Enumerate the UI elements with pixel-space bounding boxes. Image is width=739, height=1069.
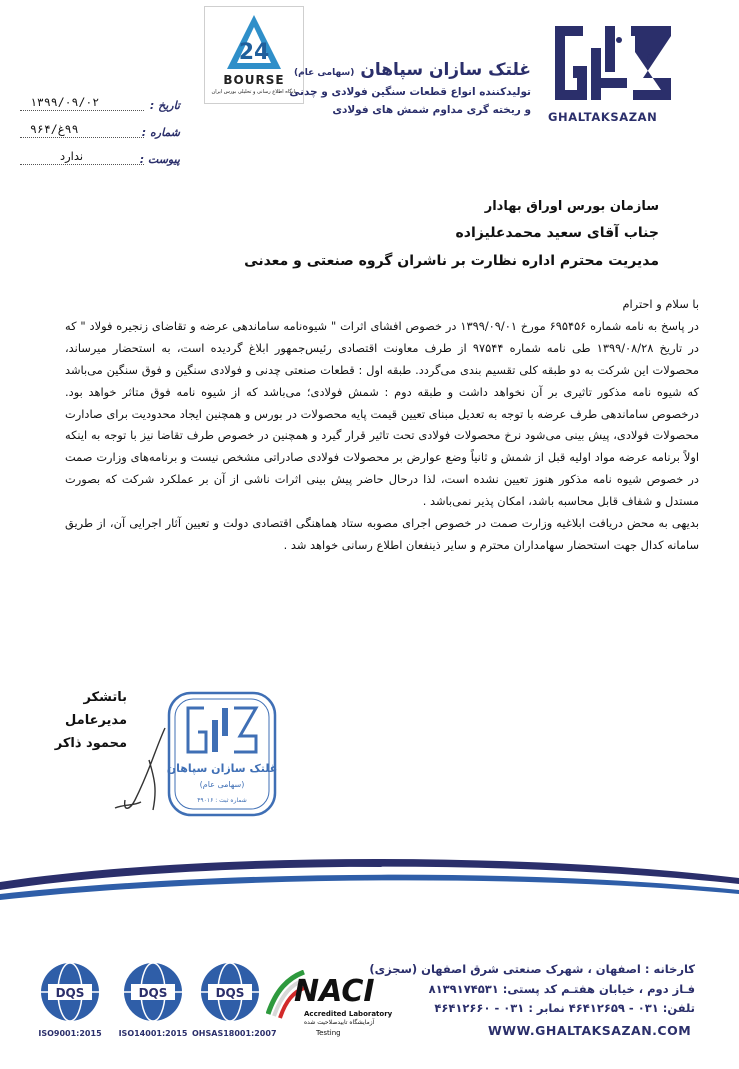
- stamp-company: غلتک سازان سپاهان: [166, 762, 278, 775]
- svg-text:24: 24: [238, 40, 270, 65]
- body-paragraph-1: در پاسخ به نامه شماره ۶۹۵۴۵۶ مورخ ۱۳۹۹/۰۹/۰۱ در خصوص افشای اثرات " شیوه‌نامه ساماندهی عرضه و تقاضای زنجیره فولاد " که در تاریخ ۱۳۹۹/۰۸/۲۸ طی نامه شماره ۹۷۵۴۴ از طرف معاونت اقتصادی رئیس‌جمهور ابلاغ گردیده است، به استحضار میرساند، محصولات این شرکت به دو طبقه کلی تقسیم بندی می‌گردد. طبقه اول : قطعات صنعتی چدنی و فولادی سنگین و فوق سنگین می‌باشد که شیوه نامه مذکور تاثیری بر آن نخواهد داشت و طبقه دوم : شمش فولادی؛ می‌باشد که از شیوه نامه فوق متاثر خواهد بود. درخصوص ساماندهی طرف عرضه با توجه به تعدیل مبنای تعیین قیمت پایه محصولات در بورس و همچنین ایجاد محدودیت برای صادارت محصولات فولادی، پیش بینی می‌شود نرخ محصولات فولادی تحت تاثیر قرار گیرد و همچنین در خصوص طرف تقاضا نیز با توجه به اینکه اولاً برنامه عرضه مواد اولیه قبل از شمش و ثانیاً وضع عوارض بر محصولات فولادی صادراتی مشخص نیست و برنامه‌های وزارت صمت در خصوص شیوه نامه مذکور هنوز تعیین نشده است، لذا درحال حاضر پیش بینی اثرات ناشی از آن بر عملکرد شرکت که بصورت مستدل و شفاف قابل محاسبه باشد، امکان پذیر نمی‌باشد .: [65, 318, 699, 509]
- number-row: [20, 122, 180, 144]
- date-dots: [20, 110, 144, 111]
- greeting: با سلام و احترام: [622, 297, 699, 311]
- svg-text:DQS: DQS: [215, 986, 245, 1000]
- cert-iso9001: [38, 960, 102, 1036]
- dqs-globe-icon: [38, 960, 102, 1026]
- cert-iso14001: [118, 960, 188, 1038]
- date-label: تاریخ :: [149, 99, 180, 112]
- ghaltaksazan-logo-icon: [543, 18, 683, 108]
- dqs-globe-icon: [198, 960, 262, 1026]
- number-dots: [20, 137, 144, 138]
- attachment-label: پیوست :: [139, 153, 180, 166]
- attachment-dots: [20, 164, 144, 165]
- naci-title: NACI: [294, 974, 375, 1009]
- number-value: ۹۹غ/۹۶۴: [30, 122, 79, 136]
- company-tagline-2: و ریخته گری مداوم شمش های فولادی: [332, 104, 531, 116]
- stamp-seal-icon: [166, 690, 278, 818]
- signature-closing: باتشکر: [83, 690, 127, 705]
- attachment-row: [20, 149, 180, 171]
- footer-address-2: فـاز دوم ، خیابان هفتـم کد پستی: ۸۱۳۹۱۷۴۵۳۱: [428, 982, 695, 996]
- date-row: [20, 95, 180, 117]
- number-label: شماره :: [141, 126, 180, 139]
- naci-line-2: آزمایشگاه تاییدصلاحیت شده: [304, 1019, 375, 1026]
- stamp-reg: شماره ثبت : ۴۹۰۱۶: [197, 797, 247, 804]
- bourse-subtitle: پایگاه اطلاع رسانی و تحلیلی بورس ایران: [211, 89, 297, 95]
- cert-ohsas18001-label: OHSAS18001:2007: [192, 1029, 277, 1038]
- company-type: (سهامی عام): [294, 68, 355, 78]
- naci-line-3: Testing: [316, 1029, 341, 1037]
- company-tagline-1: تولیدکننده انواع قطعات سنگین فولادی و چدنی: [289, 86, 531, 98]
- stamp-type: (سهامی عام): [199, 780, 245, 789]
- bourse-emblem-icon: [225, 13, 283, 73]
- cert-iso9001-label: ISO9001:2015: [38, 1029, 102, 1038]
- company-name: [294, 60, 531, 80]
- company-stamp: [166, 690, 278, 818]
- svg-text:DQS: DQS: [55, 986, 85, 1000]
- body-paragraph-2: بدیهی به محض دریافت ابلاغیه وزارت صمت در خصوص اجرای مصوبه ستاد هماهنگی اقتصادی دولت و تعیین آثار اجرایی آن، از طریق سامانه کدال جهت استحضار سهامداران محترم و سایر ذینفعان اطلاع رسانی خواهد شد .: [65, 516, 699, 552]
- naci-accreditation-logo: [266, 960, 393, 1040]
- letter-body: [65, 294, 699, 557]
- dqs-globe-icon: [121, 960, 185, 1026]
- footer-website: WWW.GHALTAKSAZAN.COM: [488, 1023, 692, 1038]
- brand-latin-name: GHALTAKSAZAN: [548, 110, 658, 124]
- attachment-value: ندارد: [60, 149, 84, 163]
- addressee-org: سازمان بورس اوراق بهادار: [484, 199, 659, 214]
- bourse-wordmark: BOURSE: [223, 73, 285, 87]
- footer-wave: [0, 842, 739, 917]
- footer-address-1: کارخانه : اصفهان ، شهرک صنعتی شرق اصفهان (سجزی): [369, 962, 695, 976]
- date-value: ۱۳۹۹/۰۹/۰۲: [30, 95, 100, 109]
- company-name-text: غلتک سازان سپاهان: [360, 60, 531, 80]
- cert-ohsas18001: [192, 960, 277, 1038]
- svg-text:DQS: DQS: [138, 986, 168, 1000]
- addressee-dept: مدیریت محترم اداره نظارت بر ناشران گروه صنعتی و معدنی: [244, 253, 659, 269]
- signature-title: مدیرعامل: [65, 713, 127, 728]
- naci-line-1: Accredited Laboratory: [304, 1010, 393, 1018]
- footer-phone: تلفن: ۰۳۱ - ۴۶۴۱۲۶۵۹ نمابر : ۰۳۱ - ۴۶۴۱۲۶۶۰: [434, 1001, 695, 1015]
- cert-iso14001-label: ISO14001:2015: [118, 1029, 188, 1038]
- addressee-person: جناب آقای سعید محمدعلیزاده: [455, 225, 659, 241]
- signature-name: محمود ذاکر: [54, 736, 127, 751]
